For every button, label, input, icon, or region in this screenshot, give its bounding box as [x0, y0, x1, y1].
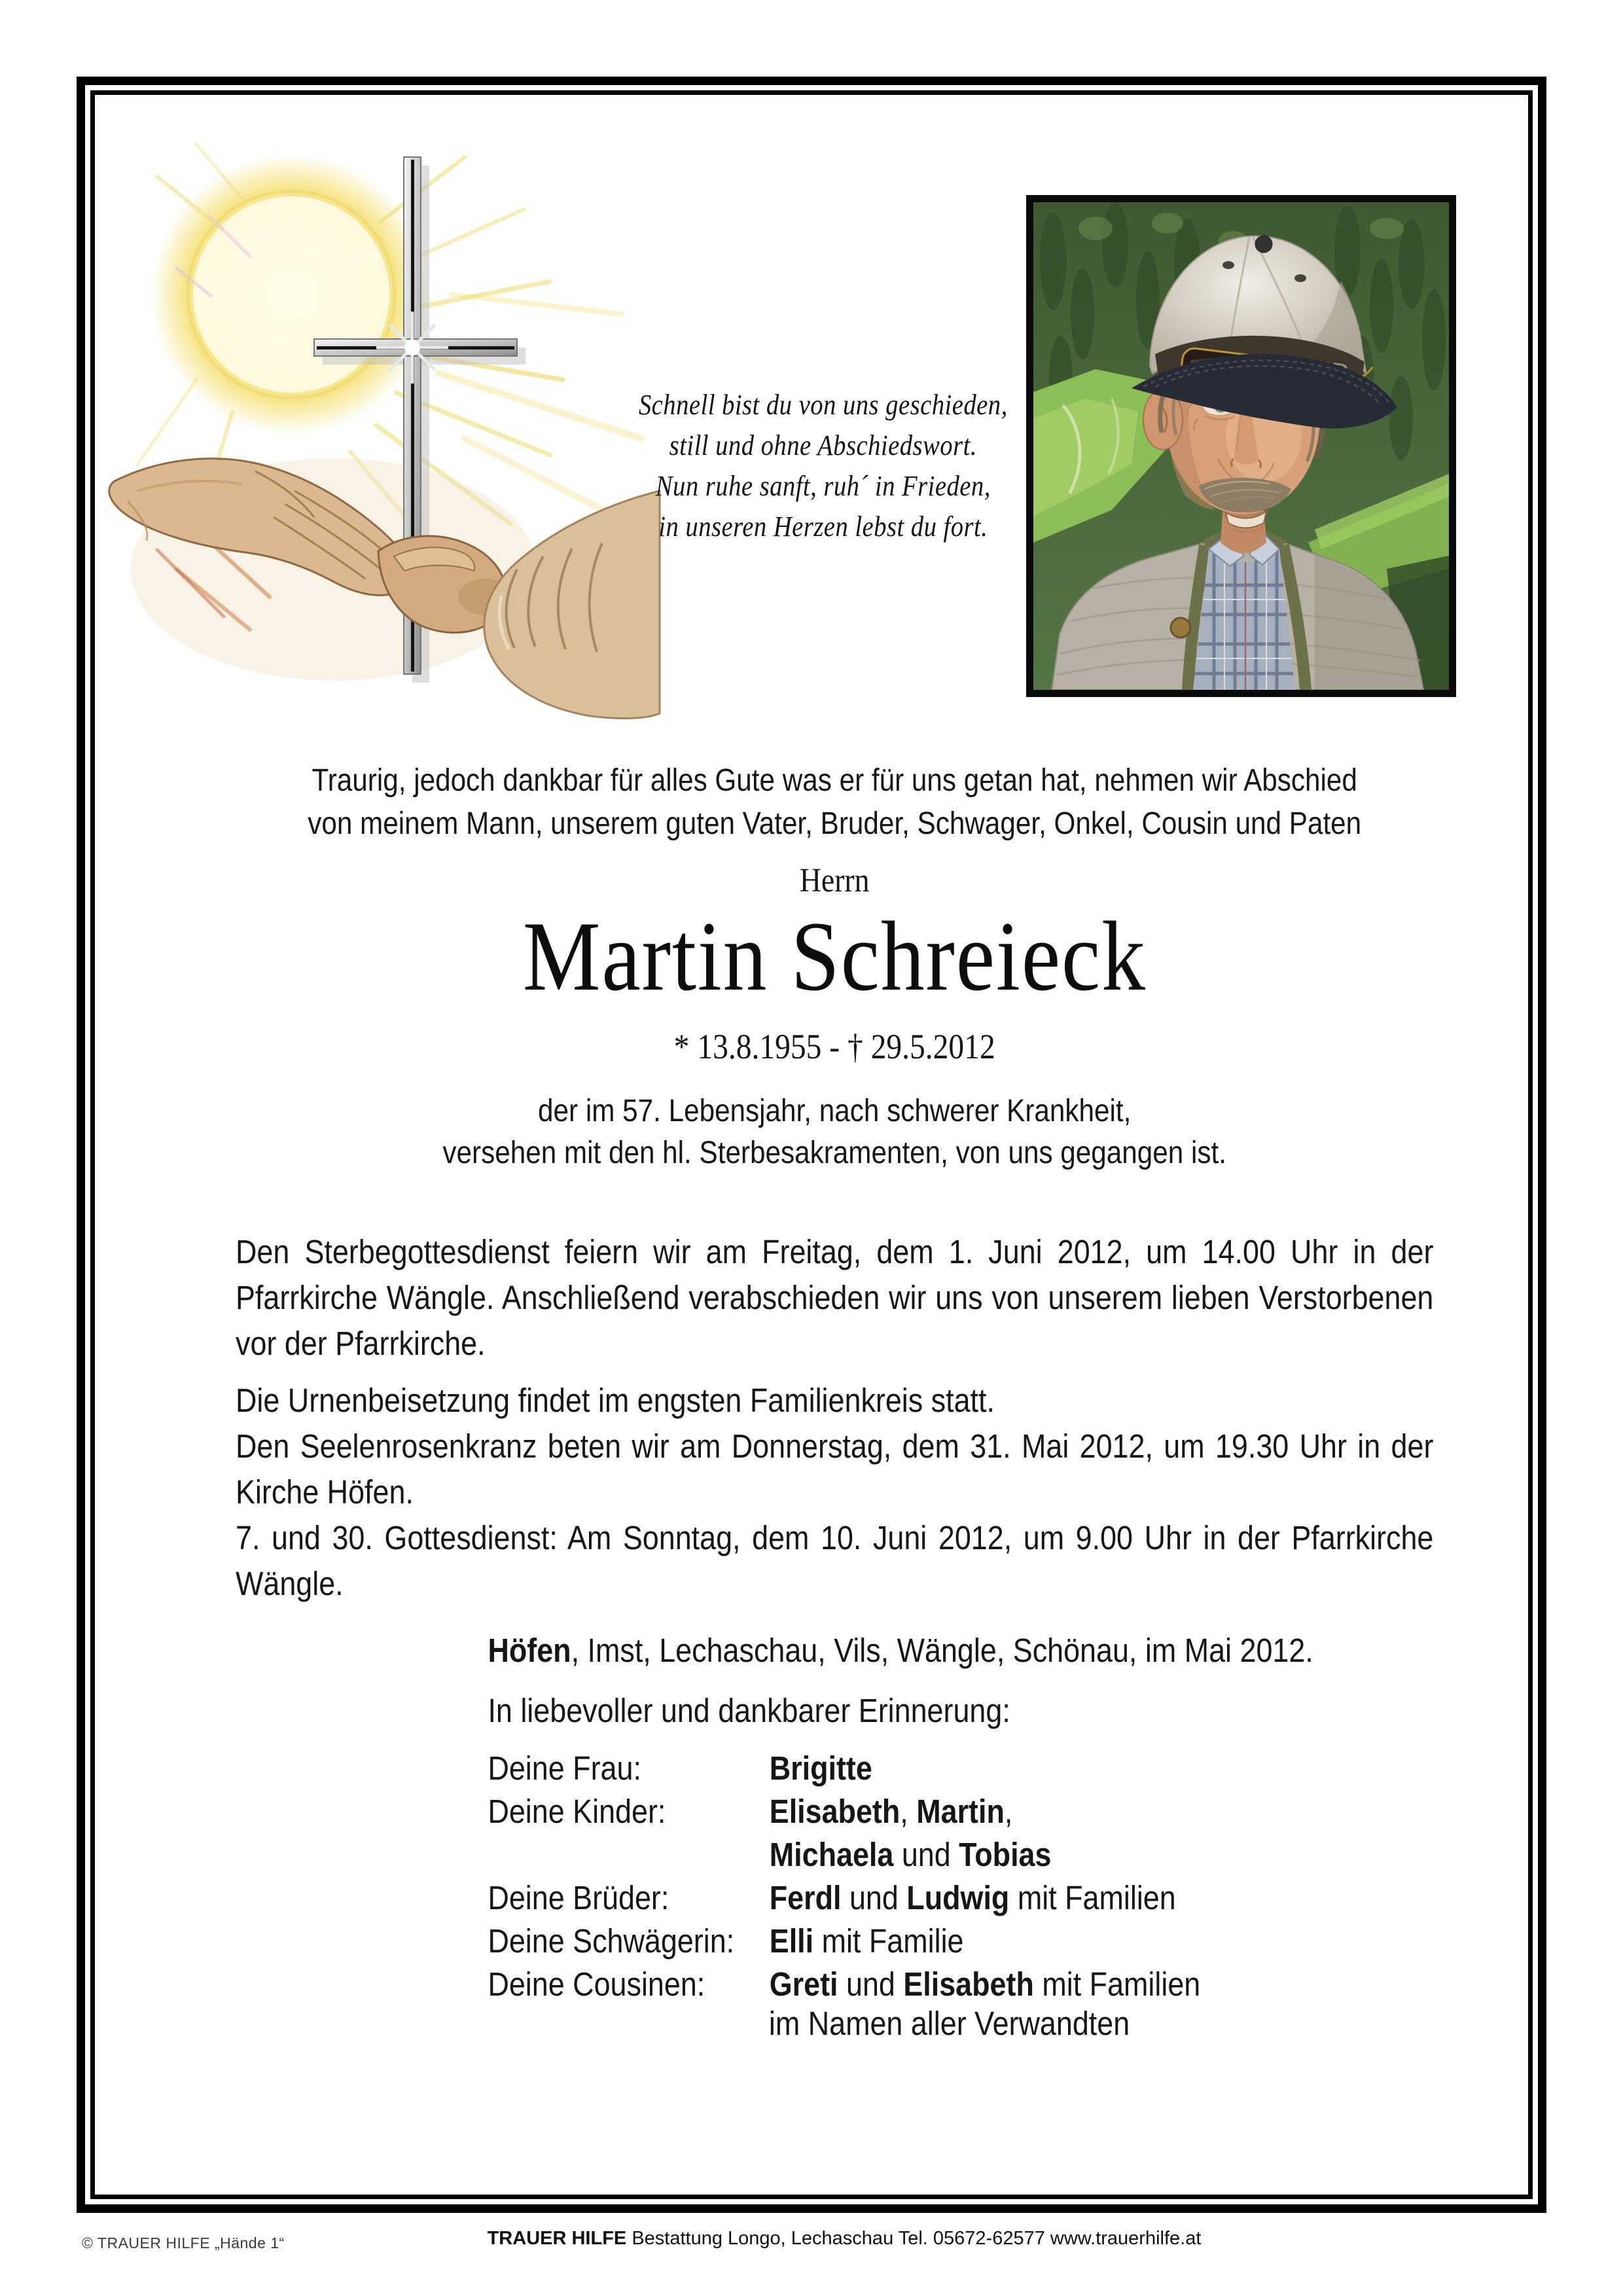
memory-line: In liebevoller und dankbarer Erinnerung:: [488, 1692, 1010, 1729]
farewell-intro: [236, 759, 1433, 846]
family-connector-text: und: [838, 1965, 904, 2003]
wooden-button: [1171, 618, 1190, 637]
age-line: versehen mit den hl. Sterbesakramenten, von uns gegangen ist.: [442, 1136, 1226, 1170]
service-paragraph: Den Sterbegottesdienst feiern wir am Freitag, dem 1. Juni 2012, um 14.00 Uhr in der Pfarrkirche Wängle. Anschließend verabschieden wir uns von unserem lieben Verstorbenen vor der Pfarrkirche.: [236, 1233, 1434, 1362]
funeral-home-details: Bestattung Longo, Lechaschau Tel. 05672-62577 www.trauerhilfe.at: [626, 2228, 1202, 2249]
family-row: [488, 1965, 1433, 2003]
funeral-home-name: TRAUER HILFE: [487, 2228, 627, 2249]
family-row: [488, 1792, 1433, 1831]
portrait-photo: [1026, 195, 1456, 697]
poem-line: still und ohne Abschiedswort.: [669, 429, 977, 461]
sun-icon: [151, 154, 432, 435]
family-names: [770, 1922, 964, 1960]
family-row: [488, 1749, 1433, 1787]
family-relation-label: Deine Schwägerin:: [488, 1922, 735, 1960]
relatives-closing: im Namen aller Verwandten: [768, 2005, 1130, 2042]
service-paragraph: Den Seelenrosenkranz beten wir am Donnerstag, dem 31. Mai 2012, um 19.30 Uhr in der Kirche Höfen.: [236, 1427, 1434, 1511]
family-connector-text: mit Familie: [813, 1922, 964, 1960]
family-member-name: Elli: [769, 1922, 814, 1960]
funeral-home-footer: [65, 2228, 1623, 2250]
family-member-name: Michaela: [769, 1836, 894, 1873]
family-connector-text: mit Familien: [1009, 1879, 1176, 1916]
age-and-sacraments-lines: [236, 1090, 1433, 1174]
family-names: [770, 1793, 1013, 1830]
cap-button: [1255, 236, 1272, 253]
places-rest: , Imst, Lechaschau, Vils, Wängle, Schönau, im Mai 2012.: [571, 1632, 1313, 1669]
family-connector-text: und: [893, 1836, 959, 1873]
family-names: [770, 1749, 872, 1787]
cross-hands-sun-artwork: [98, 98, 661, 726]
deceased-name: Martin Schreieck: [522, 901, 1147, 1011]
family-member-name: Elisabeth: [769, 1793, 901, 1830]
intro-line: Traurig, jedoch dankbar für alles Gute was er für uns getan hat, nehmen wir Abschied: [312, 763, 1357, 798]
service-paragraph: 7. und 30. Gottesdienst: Am Sonntag, dem 10. Juni 2012, um 9.00 Uhr in der Pfarrkirche Wängle.: [236, 1519, 1434, 1602]
family-member-name: Martin: [916, 1793, 1005, 1830]
family-member-name: Ferdl: [769, 1879, 842, 1916]
place-hoefen: Höfen: [488, 1632, 571, 1669]
main-text-column: [236, 759, 1433, 2055]
family-member-name: Tobias: [959, 1836, 1052, 1873]
poem-line: Schnell bist du von uns geschieden,: [638, 389, 1008, 421]
age-line: der im 57. Lebensjahr, nach schwerer Krankheit,: [538, 1094, 1132, 1128]
family-names: [770, 1965, 1200, 2003]
portrait-man-with-cap: [1033, 202, 1449, 690]
birth-death-dates: * 13.8.1955 - † 29.5.2012: [673, 1027, 995, 1066]
memorial-poem: [609, 385, 1038, 547]
family-relation-label: Deine Frau:: [488, 1749, 641, 1787]
family-row: [488, 1835, 1433, 1874]
family-connector-text: ,: [1004, 1793, 1013, 1830]
family-relation-label: Deine Cousinen:: [488, 1965, 705, 2003]
family-member-name: Ludwig: [906, 1879, 1010, 1916]
places-and-date-line: [488, 1631, 1433, 1670]
family-row: [488, 1878, 1433, 1917]
family-connector-text: ,: [900, 1793, 917, 1830]
family-member-name: Elisabeth: [903, 1965, 1034, 2003]
family-relation-label: Deine Kinder:: [488, 1793, 666, 1830]
family-member-name: Brigitte: [769, 1749, 872, 1787]
family-row: [488, 1922, 1433, 1960]
poem-line: Nun ruhe sanft, ruh´ in Frieden,: [655, 470, 991, 502]
service-paragraph: Die Urnenbeisetzung findet im engsten Familienkreis statt.: [236, 1382, 995, 1419]
poem-line: in unseren Herzen lebst du fort.: [658, 511, 988, 543]
intro-line: von meinem Mann, unserem guten Vater, Bruder, Schwager, Onkel, Cousin und Paten: [308, 806, 1362, 841]
family-names: [770, 1879, 1176, 1916]
family-connector-text: mit Familien: [1033, 1965, 1201, 2003]
family-member-name: Greti: [769, 1965, 838, 2003]
salutation: Herrn: [799, 862, 870, 899]
family-connector-text: und: [841, 1879, 907, 1916]
artwork-credit: © TRAUER HILFE „Hände 1“: [82, 2234, 285, 2251]
family-names: [770, 1836, 1052, 1873]
family-relation-label: Deine Brüder:: [488, 1879, 669, 1916]
